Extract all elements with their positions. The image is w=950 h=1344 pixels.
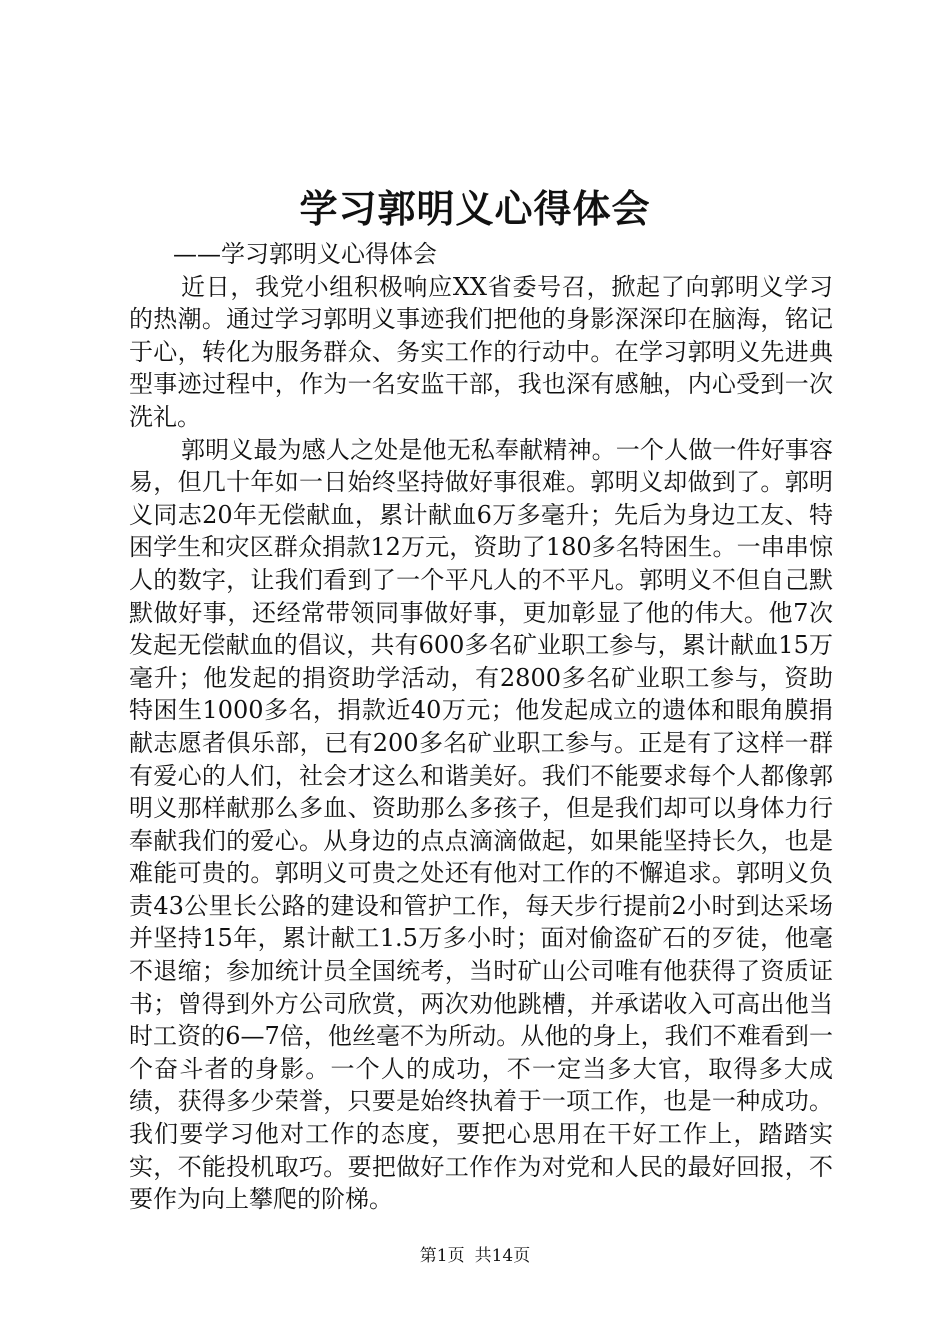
document-subtitle: ——学习郭明义心得体会: [173, 240, 437, 268]
paragraph-2: 郭明义最为感人之处是他无私奉献精神。一个人做一件好事容易，但几十年如一日始终坚持做好事很难。郭明义却做到了。郭明义同志20年无偿献血，累计献血6万多毫升；先后为身边工友、特困学生和灾区群众捐款12万元，资助了180多名特困生。一串串惊人的数字，让我们看到了一个平凡人的不平凡。郭明义不但自己默默做好事，还经常带领同事做好事，更加彰显了他的伟大。他7次发起无偿献血的倡议，共有600多名矿业职工参与，累计献血15万毫升；他发起的捐资助学活动，有2800多名矿业职工参与，资助特困生1000多名，捐款近40万元；他发起成立的遗体和眼角膜捐献志愿者俱乐部，已有200多名矿业职工参与。正是有了这样一群有爱心的人们，社会才这么和谐美好。我们不能要求每个人都像郭明义那样献那么多血、资助那么多孩子，但是我们却可以身体力行奉献我们的爱心。从身边的点点滴滴做起，如果能坚持长久，也是难能可贵的。郭明义可贵之处还有他对工作的不懈追求。郭明义负责43公里长公路的建设和管护工作，每天步行提前2小时到达采场并坚持15年，累计献工1.5万多小时；面对偷盗矿石的歹徒，他毫不退缩；参加统计员全国统考，当时矿山公司唯有他获得了资质证书；曾得到外方公司欣赏，两次劝他跳槽，并承诺收入可高出他当时工资的6—7倍，他丝毫不为所动。从他的身上，我们不难看到一个奋斗者的身影。一个人的成功，不一定当多大官，取得多大成绩，获得多少荣誉，只要是始终执着于一项工作，也是一种成功。我们要学习他对工作的态度，要把心思用在干好工作上，踏踏实实，不能投机取巧。要把做好工作作为对党和人民的最好回报，不要作为向上攀爬的阶梯。: [129, 435, 833, 1214]
document-title: 学习郭明义心得体会: [299, 186, 651, 231]
page-number: 第1页: [419, 1246, 465, 1266]
page-footer: [0, 1244, 950, 1268]
page-count: 共14页: [474, 1246, 531, 1266]
document-body: [129, 238, 833, 1216]
paragraph-1: 近日，我党小组积极响应XX省委号召，掀起了向郭明义学习的热潮。通过学习郭明义事迹我们把他的身影深深印在脑海，铭记于心，转化为服务群众、务实工作的行动中。在学习郭明义先进典型事迹过程中，作为一名安监干部，我也深有感触，内心受到一次洗礼。: [129, 272, 833, 431]
